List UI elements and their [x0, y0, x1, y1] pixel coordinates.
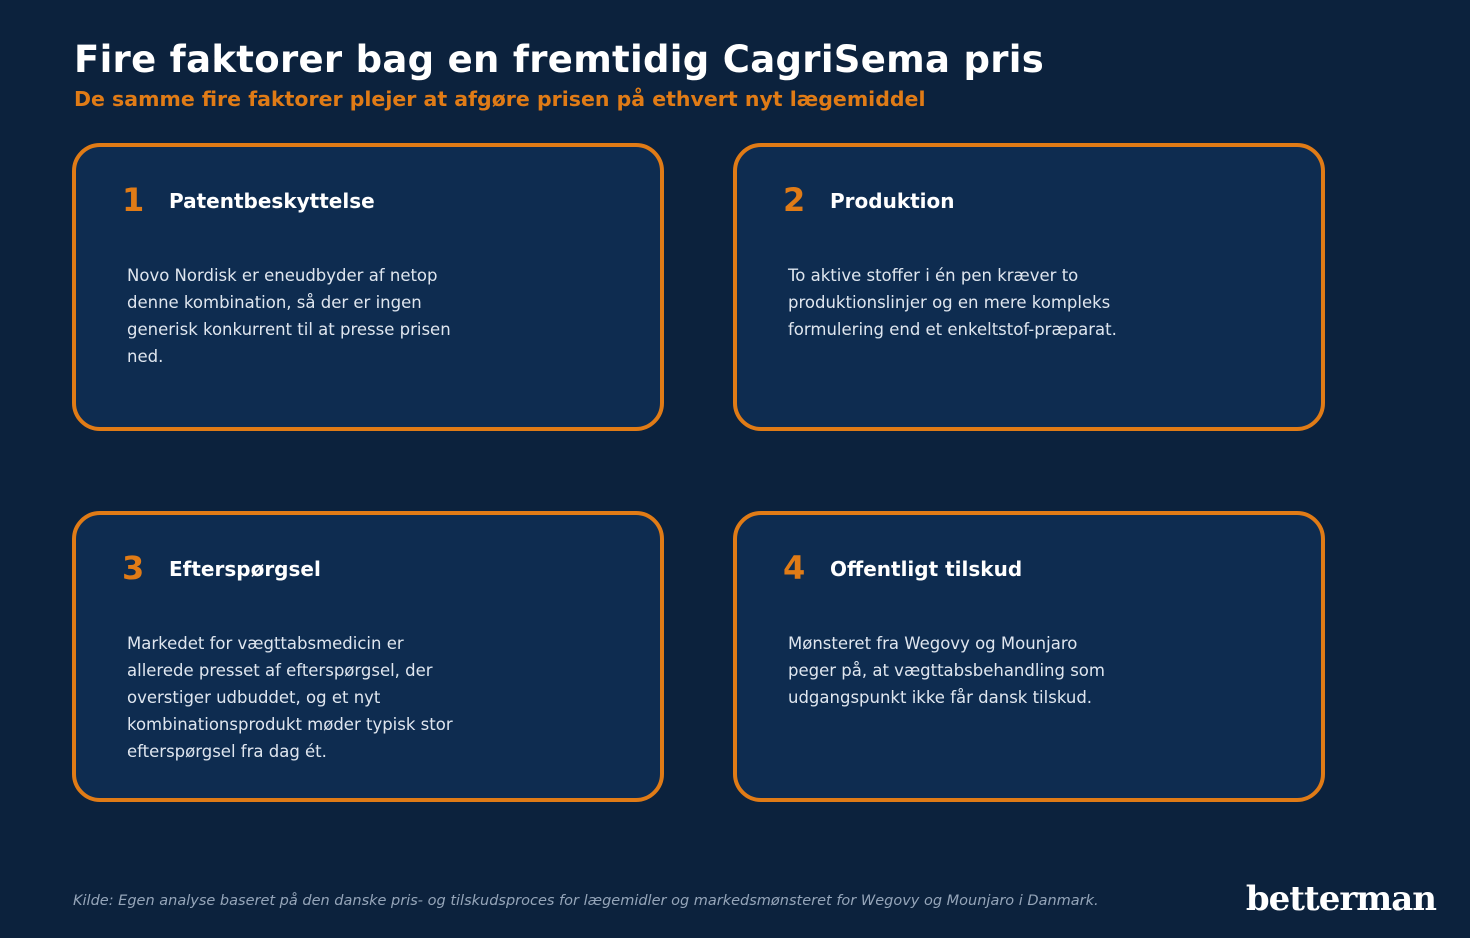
card-title: Efterspørgsel [169, 557, 321, 581]
betterman-logo: betterman [1245, 879, 1436, 919]
source-note: Kilde: Egen analyse baseret på den danske pris- og tilskudsproces for lægemidler og markedsmønsteret for Wegovy og Mounjaro i Danmark. [73, 893, 1099, 909]
card-title: Patentbeskyttelse [169, 189, 375, 213]
card-number: 4 [783, 549, 806, 587]
factor-card-patent [72, 143, 664, 431]
card-number: 3 [122, 549, 145, 587]
factor-card-subsidy [733, 511, 1325, 802]
page-title: Fire faktorer bag en fremtidig CagriSema pris [74, 38, 1045, 81]
page-subtitle: De samme fire faktorer plejer at afgøre prisen på ethvert nyt lægemiddel [74, 87, 926, 111]
card-number: 2 [783, 181, 806, 219]
factor-card-production [733, 143, 1325, 431]
card-body: Novo Nordisk er eneudbyder af netop denne kombination, så der er ingen generisk konkurrent til at presse prisen ned. [127, 266, 451, 366]
card-number: 1 [122, 181, 145, 219]
card-body: Markedet for vægttabsmedicin er allerede presset af efterspørgsel, der overstiger udbuddet, og et nyt kombinationsprodukt møder typisk stor efterspørgsel fra dag ét. [127, 634, 453, 761]
card-title: Produktion [830, 189, 955, 213]
card-body: To aktive stoffer i én pen kræver to produktionslinjer og en mere kompleks formulering end et enkeltstof-præparat. [788, 266, 1117, 339]
factor-card-demand [72, 511, 664, 802]
card-body: Mønsteret fra Wegovy og Mounjaro peger på, at vægttabsbehandling som udgangspunkt ikke får dansk tilskud. [788, 634, 1105, 707]
card-title: Offentligt tilskud [830, 557, 1023, 581]
